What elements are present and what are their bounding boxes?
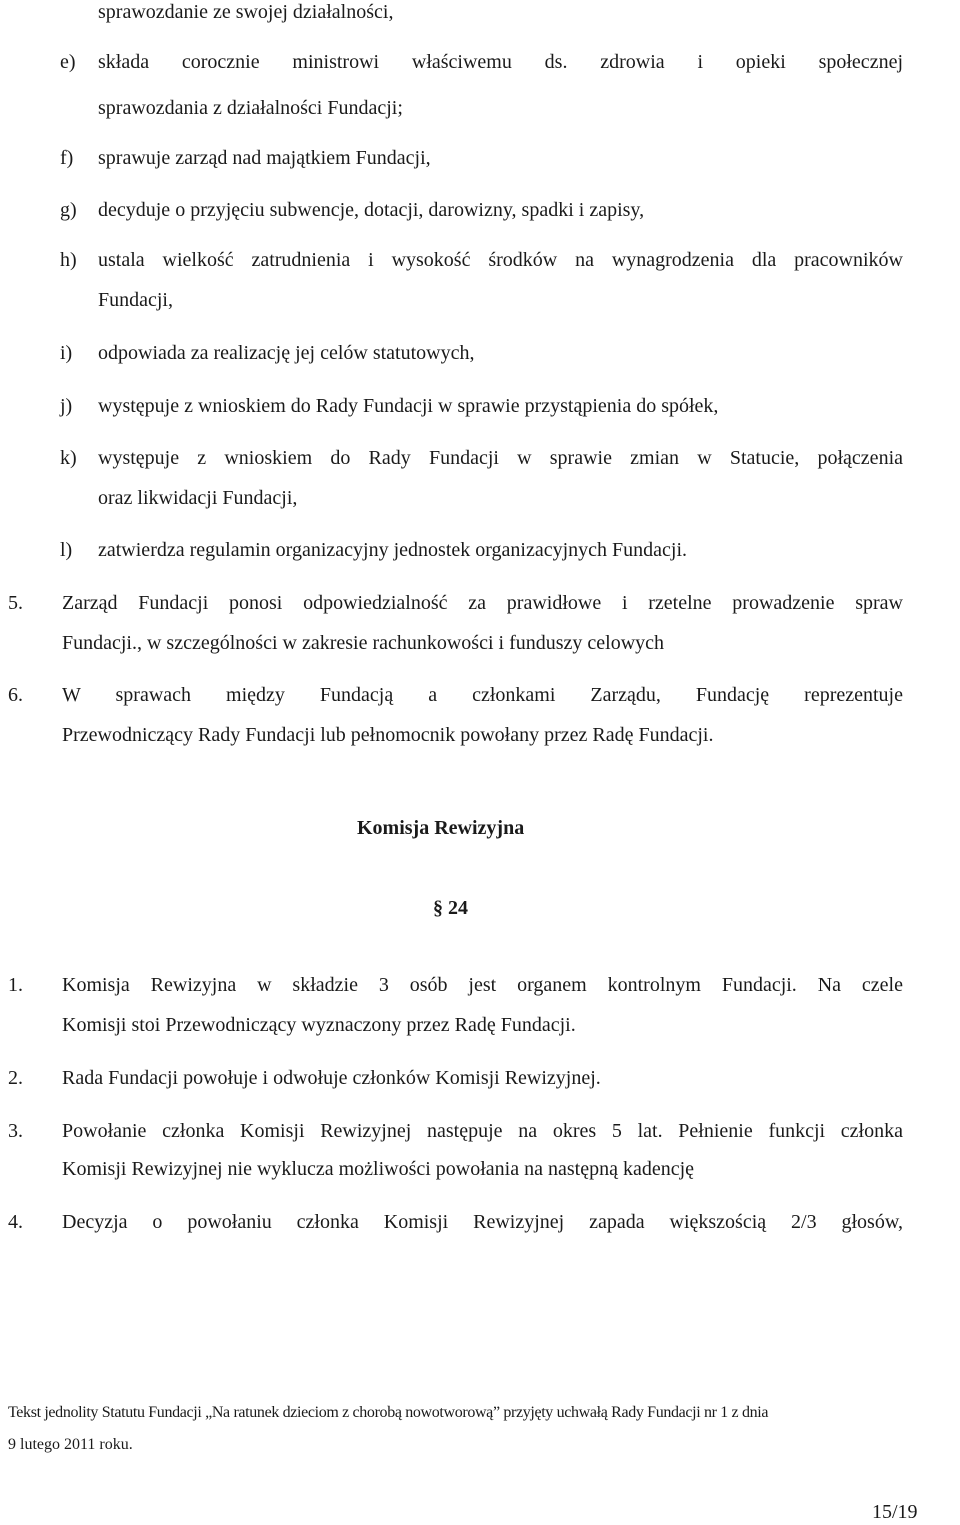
paragraph-3-line-1: Powołanie członka Komisji Rewizyjnej następuje na okres 5 lat. Pełnienie funkcji członka	[62, 1120, 903, 1142]
paragraph-label-1: 1.	[8, 974, 23, 996]
footer-line-2: 9 lutego 2011 roku.	[8, 1436, 133, 1453]
item-h-line-2: Fundacji,	[98, 289, 173, 311]
item-label-g: g)	[60, 199, 77, 221]
item-label-l: l)	[60, 539, 73, 561]
paragraph-label-6: 6.	[8, 684, 23, 706]
item-e-line-2: sprawozdania z działalności Fundacji;	[98, 97, 403, 119]
item-label-f: f)	[60, 147, 74, 169]
paragraph-label-3: 3.	[8, 1120, 23, 1142]
continuation-line: sprawozdanie ze swojej działalności,	[98, 1, 394, 23]
item-label-j: j)	[60, 395, 73, 417]
page-number: 15/19	[872, 1501, 918, 1523]
footer-line-1: Tekst jednolity Statutu Fundacji „Na ratunek dzieciom z chorobą nowotworową” przyjęty uchwałą Rady Fundacji nr 1 z dnia	[8, 1404, 769, 1421]
section-heading: Komisja Rewizyjna	[357, 817, 525, 839]
item-h-line-1: ustala wielkość zatrudnienia i wysokość środków na wynagrodzenia dla pracowników	[98, 249, 903, 271]
paragraph-5-line-1: Zarząd Fundacji ponosi odpowiedzialność za prawidłowe i rzetelne prowadzenie spraw	[62, 592, 903, 614]
paragraph-1-line-2: Komisji stoi Przewodniczący wyznaczony przez Radę Fundacji.	[62, 1014, 576, 1036]
paragraph-2-line-1: Rada Fundacji powołuje i odwołuje członków Komisji Rewizyjnej.	[62, 1067, 601, 1089]
item-label-i: i)	[60, 342, 73, 364]
paragraph-4-line-1: Decyzja o powołaniu członka Komisji Rewizyjnej zapada większością 2/3 głosów,	[62, 1211, 903, 1233]
paragraph-label-5: 5.	[8, 592, 23, 614]
item-e-line-1: składa corocznie ministrowi właściwemu ds. zdrowia i opieki społecznej	[98, 51, 903, 73]
paragraph-5-line-2: Fundacji., w szczególności w zakresie rachunkowości i funduszy celowych	[62, 632, 665, 654]
item-label-h: h)	[60, 249, 77, 271]
item-j-line-1: występuje z wnioskiem do Rady Fundacji w sprawie przystąpienia do spółek,	[98, 395, 719, 417]
item-k-line-1: występuje z wnioskiem do Rady Fundacji w sprawie zmian w Statucie, połączenia	[98, 447, 903, 469]
paragraph-1-line-1: Komisja Rewizyjna w składzie 3 osób jest organem kontrolnym Fundacji. Na czele	[62, 974, 903, 996]
paragraph-3-line-2: Komisji Rewizyjnej nie wyklucza możliwości powołania na następną kadencję	[62, 1158, 695, 1180]
paragraph-label-4: 4.	[8, 1211, 23, 1233]
item-l-line-1: zatwierdza regulamin organizacyjny jednostek organizacyjnych Fundacji.	[98, 539, 688, 561]
item-g-line-1: decyduje o przyjęciu subwencje, dotacji, darowizny, spadki i zapisy,	[98, 199, 645, 221]
item-label-e: e)	[60, 51, 76, 73]
item-i-line-1: odpowiada za realizację jej celów statutowych,	[98, 342, 475, 364]
item-k-line-2: oraz likwidacji Fundacji,	[98, 487, 298, 509]
paragraph-6-line-1: W sprawach między Fundacją a członkami Zarządu, Fundację reprezentuje	[62, 684, 903, 706]
paragraph-6-line-2: Przewodniczący Rady Fundacji lub pełnomocnik powołany przez Radę Fundacji.	[62, 724, 714, 746]
section-number: § 24	[433, 897, 468, 919]
paragraph-label-2: 2.	[8, 1067, 23, 1089]
item-f-line-1: sprawuje zarząd nad majątkiem Fundacji,	[98, 147, 431, 169]
item-label-k: k)	[60, 447, 77, 469]
